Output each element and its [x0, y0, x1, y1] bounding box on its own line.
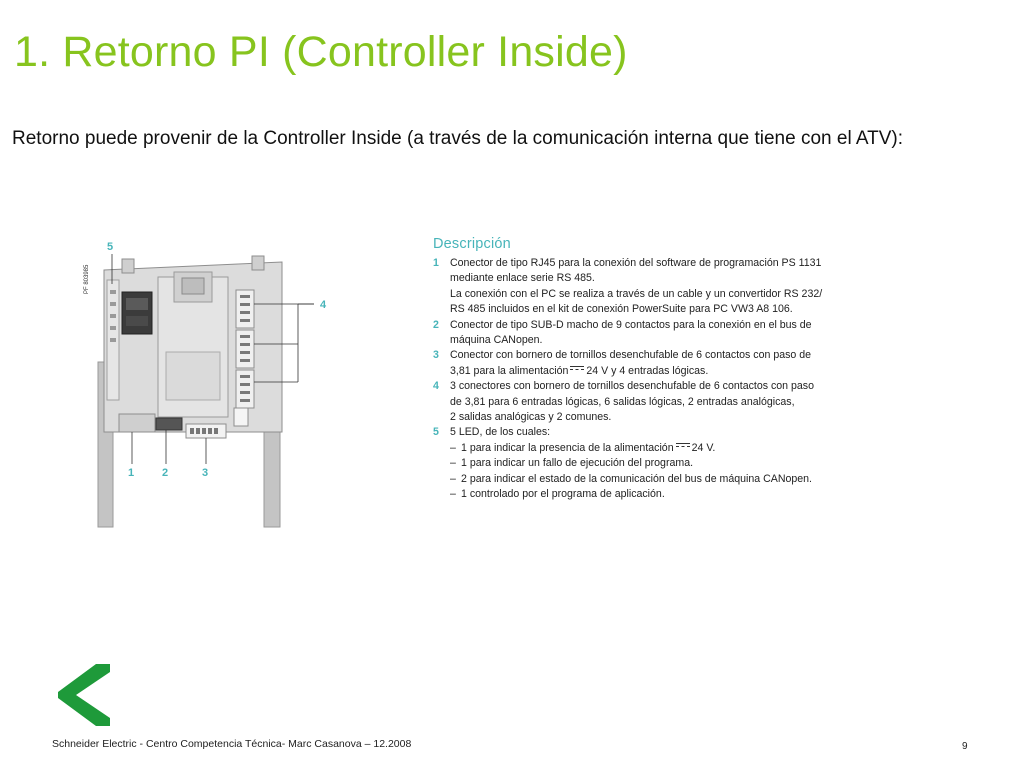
image-code: PF 803985: [84, 264, 90, 294]
dash-bullet: –: [450, 457, 456, 470]
item-text-segment: 24 V.: [691, 441, 716, 454]
dc-voltage-icon: [570, 366, 584, 372]
description-title: Descripción: [433, 236, 511, 252]
sub-item-text: 1 para indicar un fallo de ejecución del programa.: [461, 457, 694, 470]
slide-title: 1. Retorno PI (Controller Inside): [14, 28, 628, 76]
item-line: Conector con bornero de tornillos desenchufable de 6 contactos con paso de: [450, 349, 812, 362]
item-line: Conector de tipo SUB-D macho de 9 contactos para la conexión en el bus de: [450, 318, 812, 331]
sub-item: [450, 456, 913, 471]
item-line: 2 salidas analógicas y 2 comunes.: [450, 411, 612, 424]
callout-3: 3: [202, 467, 209, 479]
item-line: La conexión con el PC se realiza a través de un cable y un convertidor RS 232/: [450, 287, 823, 300]
dash-bullet: –: [450, 472, 456, 485]
callout-1: 1: [128, 467, 135, 479]
description-item-2: [433, 318, 913, 349]
green-chevron-left-icon: [52, 660, 120, 728]
item-number: 1: [433, 257, 439, 269]
item-number: 5: [433, 426, 439, 439]
item-line: Conector de tipo RJ45 para la conexión del software de programación PS 1131: [450, 257, 822, 269]
dash-bullet: –: [450, 488, 456, 501]
controller-card-illustration: [74, 232, 344, 532]
description-item-1: [433, 256, 913, 318]
item-text-segment: 3,81 para la alimentación: [450, 364, 569, 377]
item-number: 4: [433, 380, 439, 393]
controller-inside-card-figure: [74, 232, 344, 532]
item-line: de 3,81 para 6 entradas lógicas, 6 salidas lógicas, 2 entradas analógicas,: [450, 395, 795, 408]
dc-voltage-icon: [676, 443, 690, 449]
item-line: 5 LED, de los cuales:: [450, 426, 551, 439]
sub-item: [450, 441, 913, 456]
sub-item-text: 2 para indicar el estado de la comunicación del bus de máquina CANopen.: [461, 472, 812, 485]
sub-item: [450, 487, 913, 502]
intro-text: Retorno puede provenir de la Controller Inside (a través de la comunicación interna que tiene con el ATV):: [12, 128, 904, 149]
callout-2: 2: [162, 467, 169, 479]
callout-5: 5: [107, 241, 114, 253]
footer-text: Schneider Electric - Centro Competencia Técnica- Marc Casanova – 12.2008: [52, 738, 412, 750]
item-line: RS 485 incluidos en el kit de conexión PowerSuite para PC VW3 A8 106.: [450, 303, 793, 316]
description-item-3: [433, 348, 913, 379]
sub-item: [450, 472, 913, 487]
item-line: máquina CANopen.: [450, 334, 543, 347]
sub-item-text: 1 controlado por el programa de aplicación.: [461, 488, 665, 501]
dash-bullet: –: [450, 441, 456, 454]
page-number: 9: [962, 741, 968, 752]
item-line: 3 conectores con bornero de tornillos desenchufable de 6 contactos con paso: [450, 380, 814, 393]
description-item-5: [433, 425, 913, 502]
item-line: [450, 364, 913, 379]
item-number: 2: [433, 318, 439, 331]
item-line: mediante enlace serie RS 485.: [450, 272, 595, 285]
item-text-segment: 1 para indicar la presencia de la alimentación: [461, 441, 674, 454]
item-text-segment: 24 V y 4 entradas lógicas.: [586, 364, 709, 377]
description-panel: [433, 236, 913, 503]
description-item-4: [433, 379, 913, 425]
item-number: 3: [433, 349, 439, 362]
callout-4: 4: [320, 299, 327, 311]
